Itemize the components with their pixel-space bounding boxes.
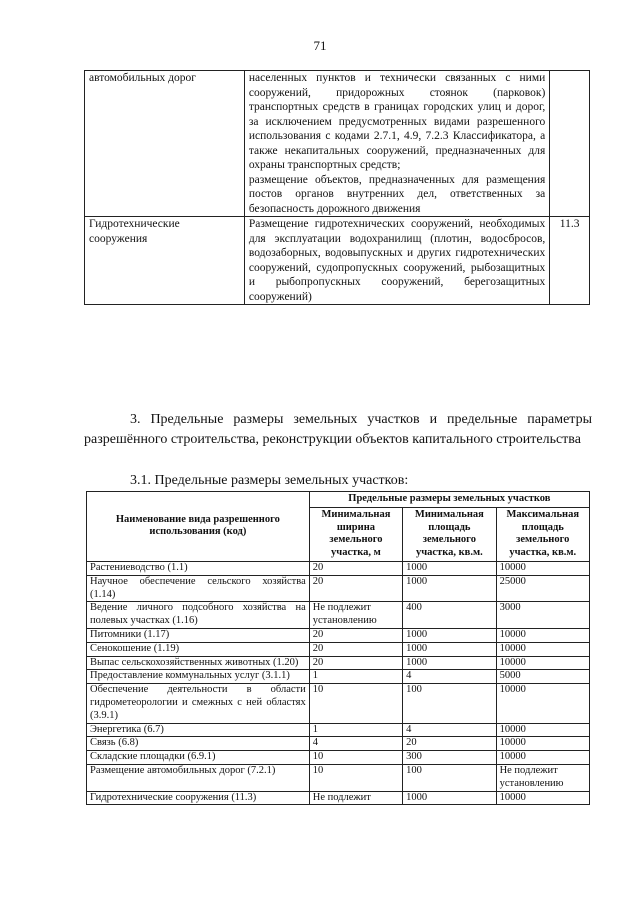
table-row: [87, 642, 590, 656]
max-area-cell: 10000: [496, 751, 589, 765]
min-width-cell: 1: [309, 723, 402, 737]
use-name-cell: Научное обеспечение сельского хозяйства (1.14): [87, 575, 310, 602]
use-code: 11.3: [550, 217, 590, 305]
table-body: [87, 561, 590, 804]
table-row: [87, 751, 590, 765]
min-area-cell: 1000: [403, 628, 496, 642]
min-area-cell: 400: [403, 602, 496, 629]
section-heading: 3. Предельные размеры земельных участков и предельные параметры разрешённого строительства, реконструкции объектов капитального строительства: [84, 412, 592, 447]
min-area-cell: 1000: [403, 791, 496, 805]
description-paragraph: населенных пунктов и технически связанных с ними сооружений, придорожных стоянок (парковок) транспортных средств в границах городских улиц и дорог, за исключением предусмотренных видами разрешенного использования с кодами 2.7.1, 4.9, 7.2.3 Классификатора, а также некапитальных сооружений, предназначенных для охраны транспортных средств;: [248, 72, 546, 171]
min-area-cell: 1000: [403, 656, 496, 670]
column-header-max-area: Максимальная площадь земельного участка, кв.м.: [496, 507, 589, 561]
use-name-cell: Складские площадки (6.9.1): [87, 751, 310, 765]
use-name-cell: Растениеводство (1.1): [87, 561, 310, 575]
table-row: [87, 670, 590, 684]
column-header-min-width: Минимальная ширина земельного участка, м: [309, 507, 402, 561]
min-area-cell: 4: [403, 670, 496, 684]
use-name-cell: Питомники (1.17): [87, 628, 310, 642]
max-area-cell: 10000: [496, 561, 589, 575]
subsection-heading: 3.1. Предельные размеры земельных участков:: [130, 473, 409, 488]
table-row: [87, 561, 590, 575]
min-width-cell: 20: [309, 642, 402, 656]
use-description: Размещение гидротехнических сооружений, необходимых для эксплуатации водохранилищ (плотин, водосбросов, водозаборных, водовыпускных и других гидротехнических сооружений, судопропускных сооружений, рыбозащитных и рыбопропускных сооружений, берегозащитных сооружений): [244, 217, 549, 305]
table-row: [85, 217, 590, 305]
min-area-cell: 100: [403, 684, 496, 723]
min-area-cell: 1000: [403, 642, 496, 656]
max-area-cell: Не подлежит установлению: [496, 764, 589, 791]
use-code: [550, 71, 590, 217]
use-name-cell: Ведение личного подсобного хозяйства на полевых участках (1.16): [87, 602, 310, 629]
page-number: 71: [313, 38, 327, 53]
column-header-min-area: Минимальная площадь земельного участка, кв.м.: [403, 507, 496, 561]
max-area-cell: 10000: [496, 737, 589, 751]
min-width-cell: 10: [309, 764, 402, 791]
min-width-cell: Не подлежит: [309, 791, 402, 805]
min-width-cell: 4: [309, 737, 402, 751]
table-row: [87, 723, 590, 737]
max-area-cell: 25000: [496, 575, 589, 602]
min-area-cell: 300: [403, 751, 496, 765]
use-name-cell: Связь (6.8): [87, 737, 310, 751]
use-name-cell: Энергетика (6.7): [87, 723, 310, 737]
min-width-cell: 1: [309, 670, 402, 684]
max-area-cell: 10000: [496, 791, 589, 805]
table-row: [85, 71, 590, 217]
description-paragraph: размещение объектов, предназначенных для размещения постов органов внутренних дел, ответственных за безопасность дорожного движения: [248, 173, 546, 215]
table-row: [87, 737, 590, 751]
use-name-cell: Сенокошение (1.19): [87, 642, 310, 656]
use-description: [244, 71, 549, 217]
table-row: [87, 684, 590, 723]
use-name: автомобильных дорог: [85, 71, 245, 217]
max-area-cell: 10000: [496, 723, 589, 737]
max-area-cell: 3000: [496, 602, 589, 629]
min-width-cell: 20: [309, 656, 402, 670]
min-area-cell: 1000: [403, 561, 496, 575]
table-row: [87, 628, 590, 642]
min-area-cell: 20: [403, 737, 496, 751]
use-name-cell: Предоставление коммунальных услуг (3.1.1): [87, 670, 310, 684]
column-header-use-name: Наименование вида разрешенного использования (код): [87, 492, 310, 562]
table-row: [87, 656, 590, 670]
min-width-cell: 20: [309, 628, 402, 642]
table-row: [87, 602, 590, 629]
min-area-cell: 100: [403, 764, 496, 791]
max-area-cell: 5000: [496, 670, 589, 684]
min-width-cell: 20: [309, 575, 402, 602]
max-area-cell: 10000: [496, 656, 589, 670]
min-width-cell: 10: [309, 751, 402, 765]
max-area-cell: 10000: [496, 628, 589, 642]
use-name: Гидротехнические сооружения: [85, 217, 245, 305]
table-row: [87, 791, 590, 805]
column-group-header: Предельные размеры земельных участков: [309, 492, 589, 508]
table-row: [87, 764, 590, 791]
max-area-cell: 10000: [496, 642, 589, 656]
min-width-cell: 20: [309, 561, 402, 575]
table-header-row: [87, 492, 590, 508]
min-area-cell: 4: [403, 723, 496, 737]
min-area-cell: 1000: [403, 575, 496, 602]
min-width-cell: Не подлежит установлению: [309, 602, 402, 629]
use-name-cell: Гидротехнические сооружения (11.3): [87, 791, 310, 805]
min-width-cell: 10: [309, 684, 402, 723]
land-use-table-continuation: [84, 70, 590, 305]
table-row: [87, 575, 590, 602]
use-name-cell: Выпас сельскохозяйственных животных (1.20): [87, 656, 310, 670]
max-area-cell: 10000: [496, 684, 589, 723]
plot-size-limits-table: [86, 491, 590, 805]
use-name-cell: Размещение автомобильных дорог (7.2.1): [87, 764, 310, 791]
use-name-cell: Обеспечение деятельности в области гидрометеорологии и смежных с ней областях (3.9.1): [87, 684, 310, 723]
